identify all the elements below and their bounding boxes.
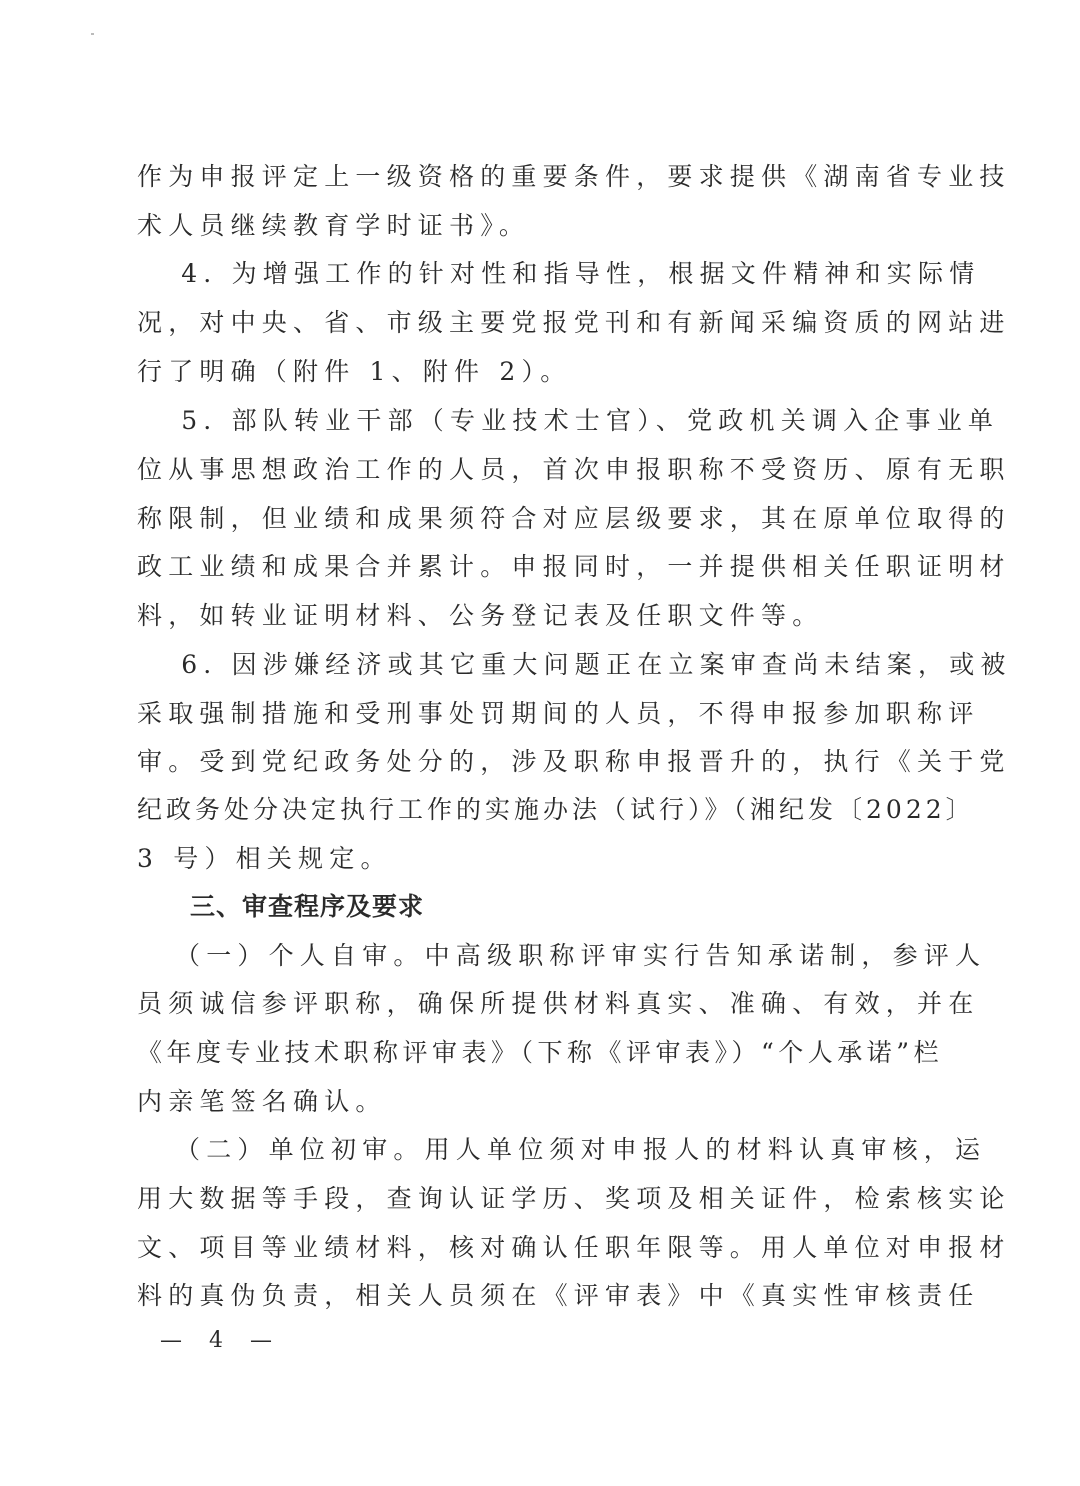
text-line: 位从事思想政治工作的人员，首次申报职称不受资历、原有无职 <box>137 455 1011 484</box>
text-line: 员须诚信参评职称，确保所提供材料真实、准确、有效，并在 <box>137 989 980 1018</box>
text-line: 用大数据等手段，查询认证学历、奖项及相关证件，检索核实论 <box>137 1184 1011 1213</box>
text-line: 《年度专业技术职称评审表》（下称《评审表》）“个人承诺”栏 <box>137 1038 944 1067</box>
section-heading: 三、审查程序及要求 <box>190 892 425 921</box>
text-line: 3 号）相关规定。 <box>137 844 392 873</box>
text-line: 行了明确（附件 1、附件 2）。 <box>137 357 572 386</box>
text-line: 审。受到党纪政务处分的，涉及职称申报晋升的，执行《关于党 <box>137 747 1011 776</box>
text-line: 作为申报评定上一级资格的重要条件，要求提供《湖南省专业技 <box>137 162 1011 191</box>
text-line: （二）单位初审。用人单位须对申报人的材料认真审核，运 <box>175 1135 987 1164</box>
text-line: 料，如转业证明材料、公务登记表及任职文件等。 <box>137 601 824 630</box>
text-line: 政工业绩和成果合并累计。申报同时，一并提供相关任职证明材 <box>137 552 1011 581</box>
text-line: （一）个人自审。中高级职称评审实行告知承诺制，参评人 <box>175 941 987 970</box>
text-line: 内亲笔签名确认。 <box>137 1087 387 1116</box>
text-line: 称限制，但业绩和成果须符合对应层级要求，其在原单位取得的 <box>137 504 1011 533</box>
text-line: 料的真伪负责，相关人员须在《评审表》中《真实性审核责任 <box>137 1281 980 1310</box>
scan-speck <box>91 33 94 35</box>
text-line: 采取强制措施和受刑事处罚期间的人员，不得申报参加职称评 <box>137 699 980 728</box>
text-line: 6. 因涉嫌经济或其它重大问题正在立案审查尚未结案，或被 <box>150 650 1012 679</box>
text-line: 况，对中央、省、市级主要党报党刊和有新闻采编资质的网站进 <box>137 308 1011 337</box>
text-line: 术人员继续教育学时证书》。 <box>137 211 531 240</box>
text-line: 文、项目等业绩材料，核对确认任职年限等。用人单位对申报材 <box>137 1233 1011 1262</box>
text-line: 5. 部队转业干部（专业技术士官）、党政机关调入企事业单 <box>150 406 1000 435</box>
text-line: 纪政务处分决定执行工作的实施办法（试行）》（湘纪发〔2022〕 <box>137 795 975 824</box>
text-line: 4. 为增强工作的针对性和指导性，根据文件精神和实际情 <box>150 259 981 288</box>
page-number: — 4 — <box>160 1328 282 1353</box>
